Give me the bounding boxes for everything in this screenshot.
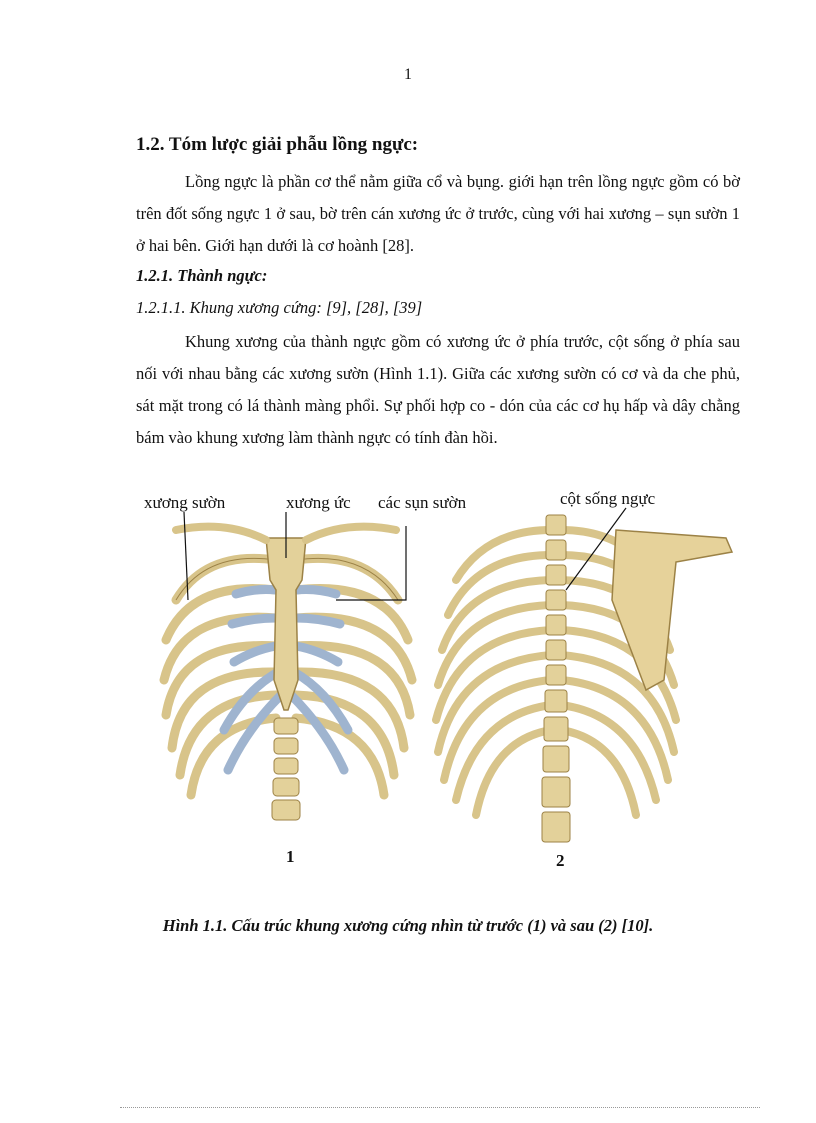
page-number: 1 [404,66,412,83]
sternum-shape [266,538,306,710]
back-view-number: 2 [556,851,565,870]
rib-cage-figure [136,490,740,880]
subheading-chest-wall: 1.2.1. Thành ngực: [136,266,268,285]
front-view-number: 1 [286,847,295,866]
label-ribs: xương sườn [144,493,226,512]
paragraph-intro: Lồng ngực là phần cơ thể nằm giữa cổ và bụng. giới hạn trên lồng ngực gồm có bờ trên đốt sống ngực 1 ở sau, bờ trên cán xương ức ở trước, cùng với hai xương – sụn sườn 1 ở hai bên. Giới hạn dưới là cơ hoành [28]. [136,172,740,255]
back-rib-cage [436,515,732,842]
figure-caption: Hình 1.1. Cấu trúc khung xương cứng nhìn từ trước (1) và sau (2) [10]. [162,916,654,935]
label-cartilage: các sụn sườn [378,493,467,512]
front-rib-cage [164,527,412,820]
page-footer-rule [120,1107,760,1108]
label-sternum: xương ức [286,493,351,512]
subheading-skeleton: 1.2.1.1. Khung xương cứng: [9], [28], [39] [136,298,423,317]
label-spine: cột sống ngực [560,490,656,508]
rib-cage-illustration [136,490,740,880]
scapula-shape [612,530,732,690]
paragraph-skeleton: Khung xương của thành ngực gồm có xương ức ở phía trước, cột sống ở phía sau nối với nhau bằng các xương sườn (Hình 1.1). Giữa các xương sườn có cơ và da che phủ, sát mặt trong có lá thành màng phổi. Sự phối hợp co - dón của các cơ hụ hấp và dây chằng bám vào khung xương làm thành ngực có tính đàn hồi. [136,332,740,447]
section-heading: 1.2. Tóm lược giải phẫu lồng ngực: [136,134,419,155]
